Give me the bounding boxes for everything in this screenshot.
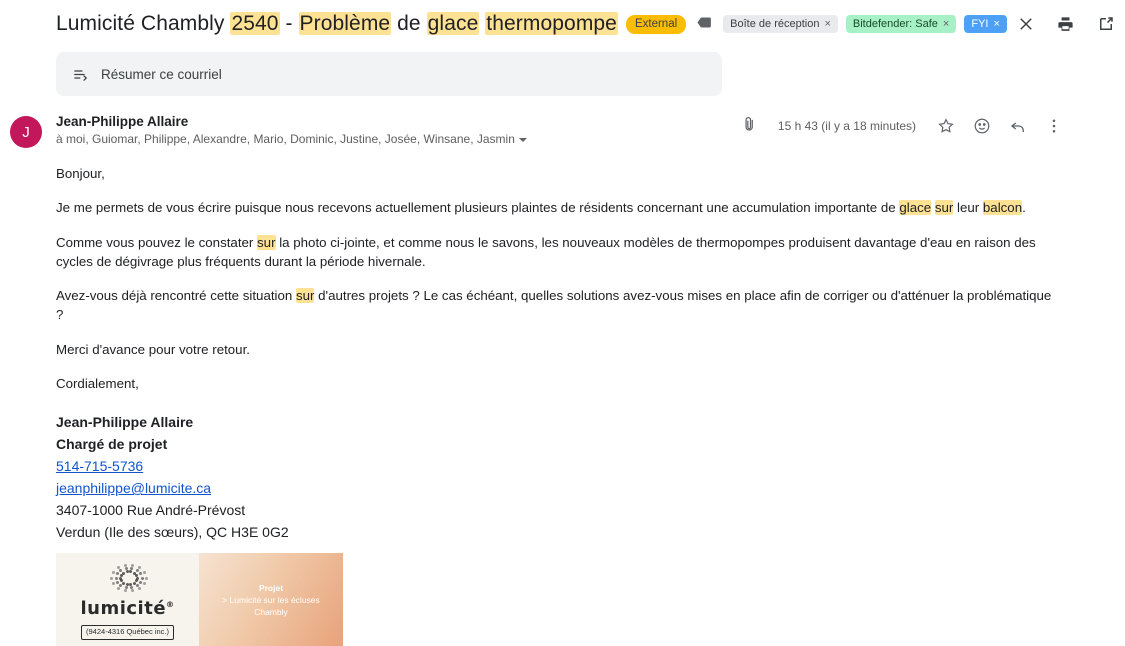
reply-icon[interactable] bbox=[1008, 116, 1028, 136]
sender-block bbox=[56, 114, 743, 146]
signature-name: Jean-Philippe Allaire bbox=[56, 414, 194, 431]
summarize-icon bbox=[72, 66, 89, 83]
label-chip-fyi[interactable] bbox=[964, 15, 1007, 33]
body-text-2-2: d'autres projets ? Le cas échéant, quelles solutions avez-vous mises en place afin de corriger ou d'atténuer la problématique ? bbox=[56, 288, 1052, 323]
body-text-0-0: Je me permets de vous écrire puisque nous recevons actuellement plusieurs plaintes de résidents concernant une accumulation importante de bbox=[56, 200, 900, 216]
signature-email-row bbox=[56, 477, 1056, 499]
body-text-2-1: sur bbox=[295, 288, 315, 304]
external-badge: External bbox=[626, 15, 686, 34]
message-header bbox=[56, 114, 1064, 146]
signature-brand: lumicité® bbox=[80, 597, 175, 619]
signature-block bbox=[56, 411, 1056, 646]
avatar: J bbox=[10, 116, 42, 148]
label-chip-bitdefender[interactable] bbox=[846, 15, 956, 33]
body-paragraph bbox=[56, 340, 1056, 359]
signature-brand-registered: ® bbox=[166, 599, 175, 609]
body-text-1-1: sur bbox=[257, 234, 276, 250]
body-paragraph bbox=[56, 374, 1056, 393]
body-text-1-2: la photo ci-jointe, et comme nous le savons, les nouveaux modèles de thermopompes produisent davantage d'eau en raison des cycles de dégivrage plus fréquents durant la période hivernale. bbox=[56, 234, 1036, 269]
sender-name: Jean-Philippe Allaire bbox=[56, 114, 189, 129]
signature-project-name: > Lumicité sur les écluses bbox=[222, 594, 320, 605]
signature-address-line-2: Verdun (Ile des sœurs), QC H3E 0G2 bbox=[56, 524, 289, 541]
header-actions bbox=[1015, 13, 1125, 35]
label-chip-fyi-remove[interactable]: × bbox=[993, 18, 1000, 30]
body-text-0-6: . bbox=[1022, 200, 1026, 216]
label-chip-bitdefender-text: Bitdefender: Safe bbox=[852, 18, 938, 30]
signature-phone-row bbox=[56, 455, 1056, 477]
body-paragraph bbox=[56, 286, 1056, 325]
message-actions bbox=[743, 114, 1064, 136]
star-icon[interactable] bbox=[936, 116, 956, 136]
label-icon bbox=[696, 14, 713, 35]
starburst-icon bbox=[105, 560, 151, 594]
signature-project-city: Chambly bbox=[254, 606, 288, 617]
body-paragraph bbox=[56, 198, 1056, 217]
body-paragraph bbox=[56, 233, 1056, 272]
subject-part-0: Lumicité Chambly bbox=[56, 12, 231, 35]
label-chip-inbox-remove[interactable]: × bbox=[824, 18, 831, 30]
message-body bbox=[56, 164, 1056, 646]
signature-phone-link[interactable]: 514-715-5736 bbox=[56, 458, 144, 475]
body-greeting: Bonjour, bbox=[56, 166, 105, 181]
body-text-0-5: balcon bbox=[982, 200, 1023, 216]
label-chip-inbox-text: Boîte de réception bbox=[730, 18, 820, 30]
body-text-4-0: Cordialement, bbox=[56, 375, 139, 391]
signature-project-label: Projet bbox=[258, 582, 284, 593]
summarize-email-label: Résumer ce courriel bbox=[101, 66, 222, 82]
chevron-down-icon[interactable] bbox=[519, 138, 527, 142]
subject-row bbox=[0, 0, 1078, 42]
signature-logo bbox=[56, 553, 199, 646]
message-container bbox=[0, 114, 1078, 646]
signature-title: Chargé de projet bbox=[56, 436, 168, 453]
signature-address-line-1: 3407-1000 Rue André-Prévost bbox=[56, 502, 246, 519]
subject-part-2: - bbox=[279, 12, 299, 35]
label-chip-fyi-text: FYI bbox=[971, 18, 989, 30]
body-paragraphs bbox=[56, 198, 1056, 393]
body-text-0-4: leur bbox=[953, 200, 983, 216]
open-in-new-window-icon[interactable] bbox=[1095, 13, 1117, 35]
body-text-3-0: Merci d'avance pour votre retour. bbox=[56, 341, 250, 357]
signature-banner-image bbox=[56, 553, 343, 646]
subject-part-5: glace bbox=[427, 12, 479, 35]
close-icon[interactable] bbox=[1015, 13, 1037, 35]
recipients-line[interactable] bbox=[56, 132, 743, 146]
message-timestamp: 15 h 43 (il y a 18 minutes) bbox=[777, 119, 916, 133]
body-text-0-3: sur bbox=[934, 200, 954, 216]
page-title bbox=[56, 12, 618, 36]
body-text-2-0: Avez-vous déjà rencontré cette situation bbox=[56, 288, 296, 304]
subject-part-7: thermopompe bbox=[486, 12, 617, 35]
recipients-text: à moi, Guiomar, Philippe, Alexandre, Mario, Dominic, Justine, Josée, Winsane, Jasmin bbox=[56, 132, 515, 146]
more-options-icon[interactable] bbox=[1044, 116, 1064, 136]
summarize-email-button[interactable] bbox=[56, 52, 722, 96]
label-chip-bitdefender-remove[interactable]: × bbox=[942, 18, 950, 30]
signature-email-link[interactable]: jeanphilippe@lumicite.ca bbox=[56, 480, 212, 497]
signature-project-panel bbox=[199, 553, 343, 646]
subject-part-3: Problème bbox=[299, 12, 391, 35]
subject-part-4: de bbox=[391, 12, 427, 35]
signature-brand-entity: (9424-4316 Québec inc.) bbox=[81, 625, 174, 640]
print-icon[interactable] bbox=[1055, 13, 1077, 35]
body-text-1-0: Comme vous pouvez le constater bbox=[56, 234, 258, 250]
subject-part-1: 2540 bbox=[231, 12, 279, 35]
body-text-0-1: glace bbox=[899, 200, 932, 216]
emoji-reaction-icon[interactable] bbox=[972, 116, 992, 136]
label-chip-inbox[interactable] bbox=[723, 15, 838, 33]
